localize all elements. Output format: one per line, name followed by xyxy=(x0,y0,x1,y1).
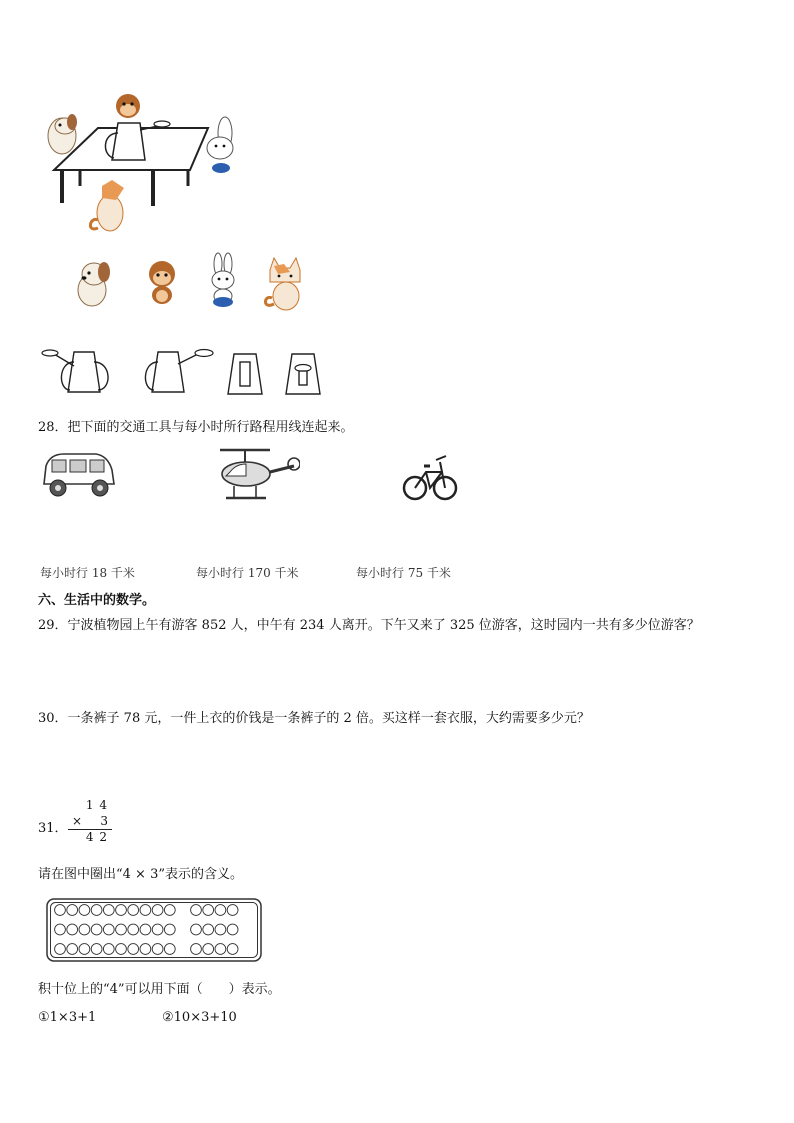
helicopter-icon xyxy=(216,444,300,506)
grid-circle[interactable] xyxy=(215,924,226,935)
option-1[interactable]: ①1×3+1 xyxy=(38,1010,97,1025)
grid-circle[interactable] xyxy=(191,924,202,935)
multiplicand: 1 4 xyxy=(85,798,108,812)
grid-circle[interactable] xyxy=(152,944,163,955)
grid-circle[interactable] xyxy=(67,924,78,935)
animal-monkey-icon xyxy=(142,258,182,306)
grid-circle[interactable] xyxy=(55,905,66,916)
view-option-4-figure xyxy=(284,352,324,396)
grid-circle[interactable] xyxy=(67,944,78,955)
grid-circle[interactable] xyxy=(103,924,114,935)
grid-circle[interactable] xyxy=(128,944,139,955)
grid-circle[interactable] xyxy=(79,924,90,935)
grid-circle[interactable] xyxy=(215,944,226,955)
view-option-3-figure xyxy=(226,352,266,396)
grid-circle[interactable] xyxy=(227,924,238,935)
section-6-title: 六、生活中的数学。 xyxy=(38,593,156,608)
grid-circle[interactable] xyxy=(164,944,175,955)
multiplier: 3 xyxy=(100,814,108,828)
circle-grid[interactable] xyxy=(46,898,262,962)
product: 4 2 xyxy=(85,830,108,844)
grid-circle[interactable] xyxy=(128,924,139,935)
question-31-instruction: 请在图中圈出“4 × 3”表示的含义。 xyxy=(38,867,243,882)
view-option-1-figure xyxy=(40,348,120,396)
multiply-sign: × xyxy=(72,814,83,828)
grid-circle[interactable] xyxy=(152,924,163,935)
grid-circle[interactable] xyxy=(116,924,127,935)
grid-circle[interactable] xyxy=(103,944,114,955)
grid-circle[interactable] xyxy=(55,944,66,955)
speed-label-18: 每小时行 18 千米 xyxy=(40,566,135,580)
vertical-multiplication xyxy=(64,798,116,846)
grid-circle[interactable] xyxy=(191,944,202,955)
grid-circle[interactable] xyxy=(79,944,90,955)
option-2[interactable]: ②10×3+10 xyxy=(162,1010,237,1025)
car-icon xyxy=(38,448,118,500)
grid-circle[interactable] xyxy=(91,905,102,916)
grid-circle[interactable] xyxy=(140,924,151,935)
grid-circle[interactable] xyxy=(91,924,102,935)
grid-circle[interactable] xyxy=(164,905,175,916)
animal-cat-icon xyxy=(260,256,306,314)
grid-circle[interactable] xyxy=(227,944,238,955)
question-31-number: 31． xyxy=(38,821,68,836)
animal-dog-icon xyxy=(72,258,116,308)
question-31-sub: 积十位上的“4”可以用下面（ ）表示。 xyxy=(38,982,281,997)
grid-circle[interactable] xyxy=(152,905,163,916)
grid-circle[interactable] xyxy=(164,924,175,935)
scene-figure xyxy=(40,88,260,238)
view-option-2-figure xyxy=(138,348,218,396)
animal-rabbit-icon xyxy=(202,252,242,310)
speed-label-75: 每小时行 75 千米 xyxy=(356,566,451,580)
grid-circle[interactable] xyxy=(128,905,139,916)
grid-circle[interactable] xyxy=(215,905,226,916)
grid-circle[interactable] xyxy=(79,905,90,916)
question-30: 30．一条裤子 78 元，一件上衣的价钱是一条裤子的 2 倍。买这样一套衣服，大约需要多少元？ xyxy=(38,711,590,726)
grid-circle[interactable] xyxy=(140,905,151,916)
question-29: 29．宁波植物园上午有游客 852 人，中午有 234 人离开。下午又来了 325 位游客，这时园内一共有多少位游客？ xyxy=(38,618,700,633)
grid-circle[interactable] xyxy=(67,905,78,916)
grid-circle[interactable] xyxy=(140,944,151,955)
grid-circle[interactable] xyxy=(227,905,238,916)
bicycle-icon xyxy=(402,444,458,508)
grid-circle[interactable] xyxy=(203,944,214,955)
grid-circle[interactable] xyxy=(55,924,66,935)
grid-circle[interactable] xyxy=(116,905,127,916)
grid-circle[interactable] xyxy=(116,944,127,955)
grid-circle[interactable] xyxy=(203,924,214,935)
question-28: 28．把下面的交通工具与每小时所行路程用线连起来。 xyxy=(38,420,354,435)
grid-circle[interactable] xyxy=(103,905,114,916)
grid-circle[interactable] xyxy=(203,905,214,916)
grid-circle[interactable] xyxy=(91,944,102,955)
speed-label-170: 每小时行 170 千米 xyxy=(196,566,299,580)
grid-circle[interactable] xyxy=(191,905,202,916)
